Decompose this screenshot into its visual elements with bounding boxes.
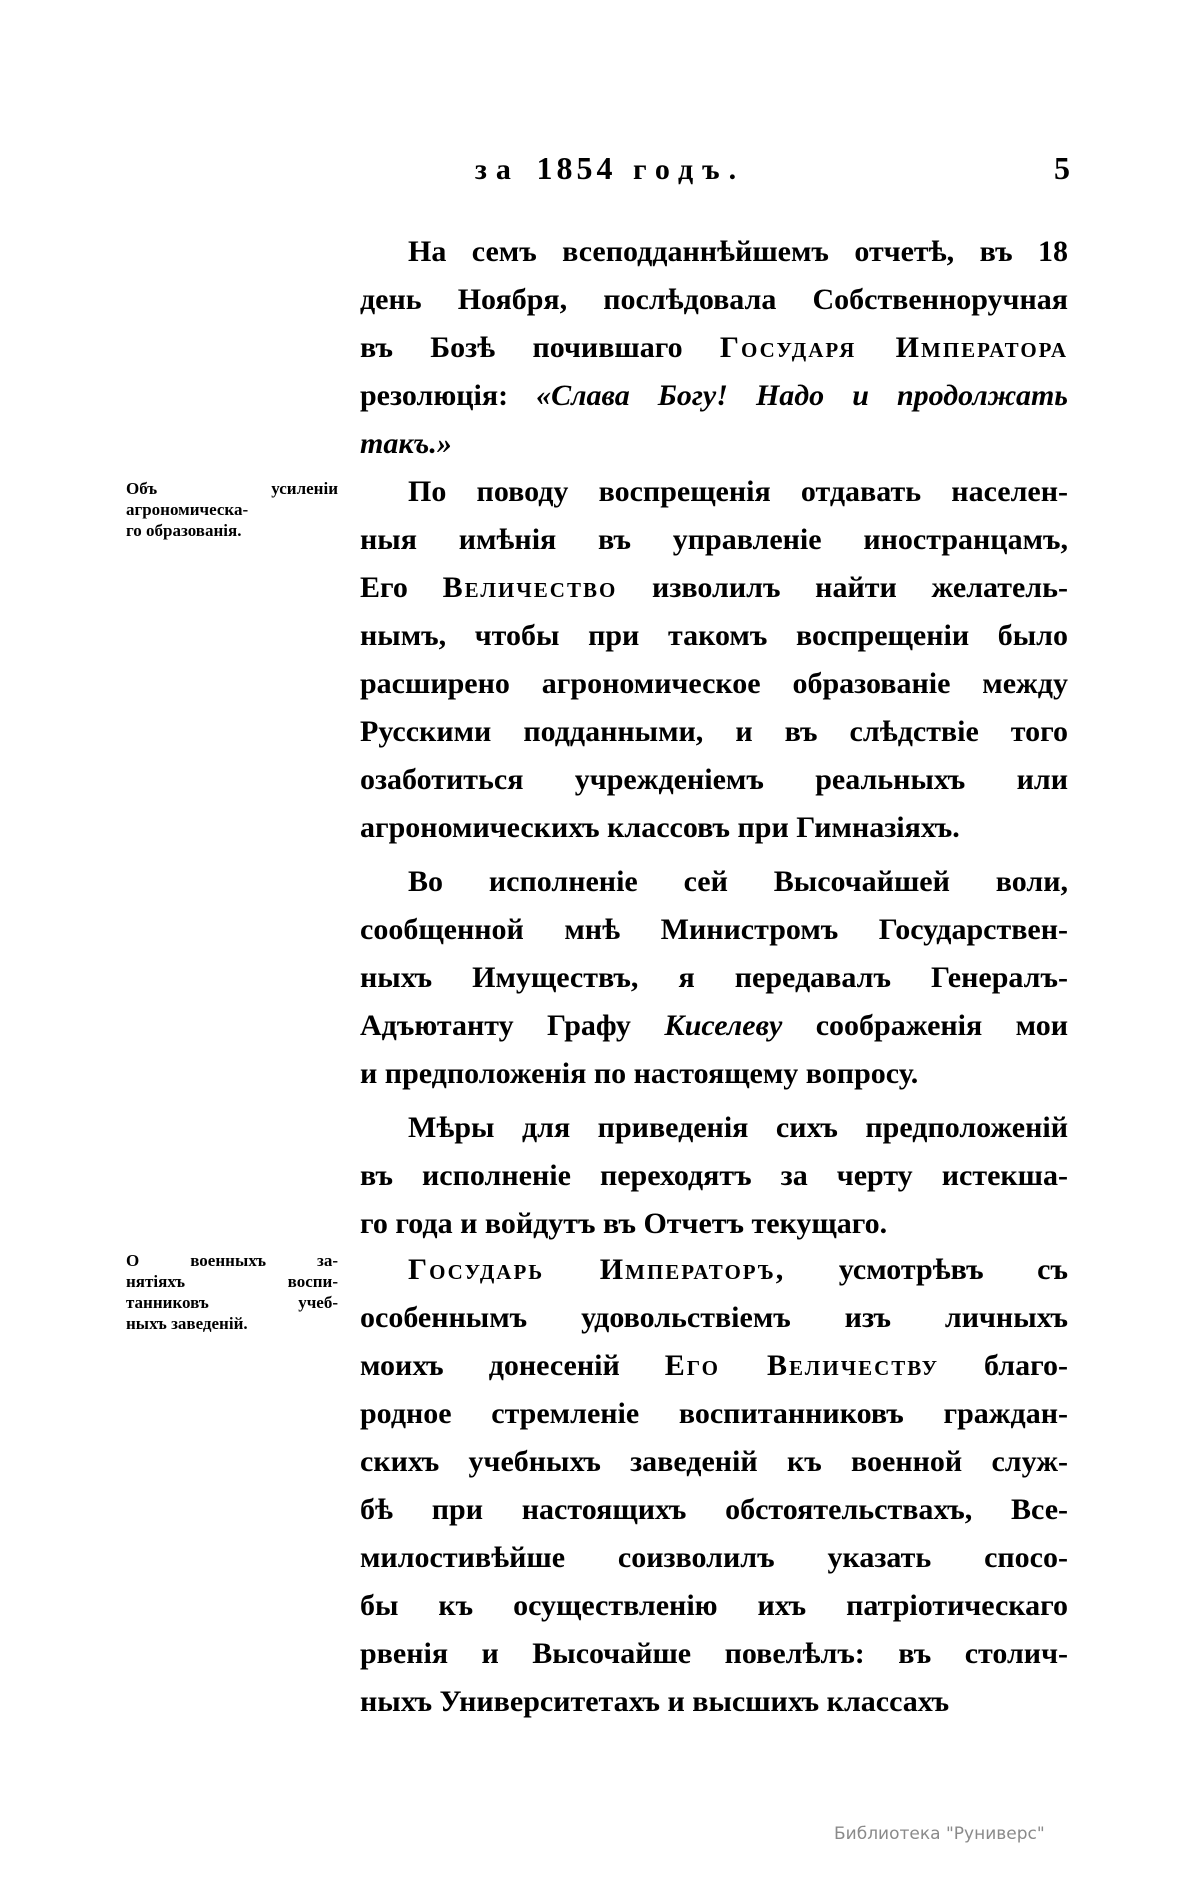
text-line xyxy=(360,910,1068,950)
text-segment: сообщенной мнѣ Министромъ Государствен- xyxy=(360,913,1068,946)
text-segment: Государь Императоръ, xyxy=(408,1253,786,1286)
margin-note xyxy=(126,1250,338,1334)
text-segment: такъ.» xyxy=(360,427,452,460)
text-segment: въ Бозѣ почившаго xyxy=(360,331,720,364)
text-line xyxy=(360,1006,1068,1046)
text-segment: Киселеву xyxy=(664,1009,783,1042)
text-segment: резолюція: xyxy=(360,379,537,412)
text-line xyxy=(360,424,1068,464)
text-segment: изволилъ найти желатель- xyxy=(617,571,1068,604)
margin-note xyxy=(126,478,338,541)
text-segment: ныхъ Имуществъ, я передавалъ Генералъ- xyxy=(360,961,1068,994)
text-line xyxy=(408,862,1068,902)
text-line xyxy=(360,328,1068,368)
text-segment: Русскими подданными, и въ слѣдствіе того xyxy=(360,715,1068,748)
margin-note-line: го образованія. xyxy=(126,521,242,540)
text-line xyxy=(360,376,1068,416)
margin-note-line: танниковъ учеб- xyxy=(126,1293,338,1312)
text-line xyxy=(360,1682,1068,1722)
text-line xyxy=(360,958,1068,998)
text-segment: агрономическихъ классовъ при Гимназіяхъ. xyxy=(360,811,960,844)
text-line xyxy=(408,232,1068,272)
text-line xyxy=(360,664,1068,704)
text-segment: скихъ учебныхъ заведеній къ военной служ- xyxy=(360,1445,1068,1478)
running-title xyxy=(430,150,790,187)
running-title-pre: за xyxy=(474,153,520,186)
page-number: 5 xyxy=(1054,150,1070,186)
text-segment: озаботиться учрежденіемъ реальныхъ или xyxy=(360,763,1068,796)
text-segment: благо- xyxy=(939,1349,1069,1382)
text-line xyxy=(360,760,1068,800)
text-segment: соображенія мои xyxy=(782,1009,1068,1042)
text-line xyxy=(360,616,1068,656)
text-segment: Мѣры для приведенія сихъ предположеній xyxy=(408,1111,1068,1144)
text-line xyxy=(360,1156,1068,1196)
text-segment: бы къ осуществленію ихъ патріотическаго xyxy=(360,1589,1068,1622)
text-segment: въ исполненіе переходятъ за черту истекша- xyxy=(360,1159,1068,1192)
text-segment: Его Величеству xyxy=(664,1349,940,1382)
text-segment: го года и войдутъ въ Отчетъ текущаго. xyxy=(360,1207,888,1240)
margin-note-line: ныхъ заведеній. xyxy=(126,1314,248,1333)
margin-note-line: Объ усиленіи xyxy=(126,479,338,498)
text-line xyxy=(408,472,1068,512)
text-segment: и предположенія по настоящему вопросу. xyxy=(360,1057,919,1090)
text-line xyxy=(408,1250,1068,1290)
text-line xyxy=(360,1442,1068,1482)
running-title-year: 1854 xyxy=(536,150,617,186)
text-segment: особеннымъ удовольствіемъ изъ личныхъ xyxy=(360,1301,1068,1334)
text-line xyxy=(360,1538,1068,1578)
text-segment: родное стремленіе воспитанниковъ граждан- xyxy=(360,1397,1068,1430)
text-segment: Адъютанту Графу xyxy=(360,1009,665,1042)
text-line xyxy=(408,1108,1068,1148)
text-segment: милостивѣйше соизволилъ указать спосо- xyxy=(360,1541,1068,1574)
text-line xyxy=(360,568,1068,608)
text-line xyxy=(360,1586,1068,1626)
text-line xyxy=(360,280,1068,320)
text-line xyxy=(360,1346,1068,1386)
text-segment: Величество xyxy=(442,571,618,604)
text-segment: расширено агрономическое образованіе между xyxy=(360,667,1068,700)
text-line xyxy=(360,1204,1068,1244)
text-line xyxy=(360,1298,1068,1338)
text-segment: «Слава Богу! Надо и продолжать xyxy=(536,379,1068,412)
text-line xyxy=(360,1634,1068,1674)
margin-note-line: агрономическа- xyxy=(126,500,249,519)
text-segment: день Ноября, послѣдовала Собственноручная xyxy=(360,283,1068,316)
running-title-post: годъ. xyxy=(632,153,746,186)
text-segment: Его xyxy=(360,571,443,604)
text-line xyxy=(360,1394,1068,1434)
text-segment: Государя Императора xyxy=(719,331,1068,364)
text-segment: нымъ, чтобы при такомъ воспрещеніи было xyxy=(360,619,1068,652)
margin-note-line: нятіяхъ воспи- xyxy=(126,1272,338,1291)
text-segment: бѣ при настоящихъ обстоятельствахъ, Все- xyxy=(360,1493,1068,1526)
text-line xyxy=(360,808,1068,848)
text-segment: Во исполненіе сей Высочайшей воли, xyxy=(408,865,1068,898)
library-watermark: Библиотека "Руниверс" xyxy=(834,1824,1045,1844)
margin-note-line: О военныхъ за- xyxy=(126,1251,338,1270)
text-segment: моихъ донесеній xyxy=(360,1349,665,1382)
text-segment: На семъ всеподданнѣйшемъ отчетѣ, въ 18 xyxy=(408,235,1068,268)
text-segment: По поводу воспрещенія отдавать населен- xyxy=(408,475,1068,508)
text-line xyxy=(360,1490,1068,1530)
text-line xyxy=(360,520,1068,560)
text-line xyxy=(360,1054,1068,1094)
text-line xyxy=(360,712,1068,752)
text-segment: ныя имѣнія въ управленіе иностранцамъ, xyxy=(360,523,1068,556)
text-segment: рвенія и Высочайше повелѣлъ: въ столич- xyxy=(360,1637,1068,1670)
text-segment: усмотрѣвъ съ xyxy=(785,1253,1068,1286)
text-segment: ныхъ Университетахъ и высшихъ классахъ xyxy=(360,1685,950,1718)
